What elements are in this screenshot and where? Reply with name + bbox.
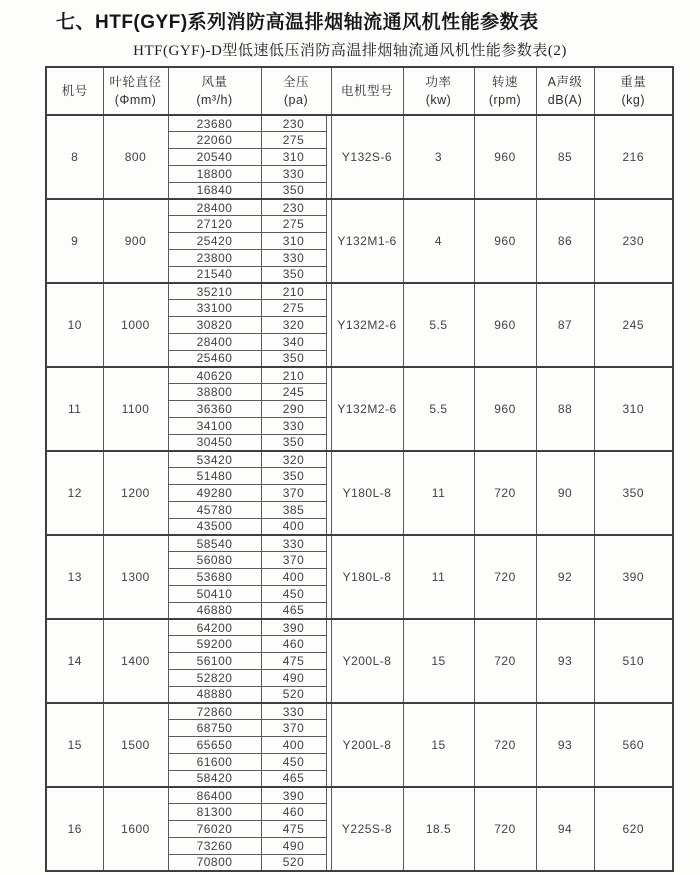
weight-cell: 350 (594, 451, 673, 535)
noise-level-cell: 86 (536, 199, 594, 283)
flow-cell: 51480 (168, 468, 261, 485)
motor-model-cell: Y132M2-6 (331, 283, 403, 367)
motor-model-cell: Y132M2-6 (331, 367, 403, 451)
col-header-unit: (Φmm) (114, 93, 157, 107)
pressure-cell: 330 (261, 417, 326, 434)
flow-cell: 58420 (168, 770, 261, 787)
pressure-cell: 340 (261, 333, 326, 350)
flow-cell: 81300 (168, 804, 261, 821)
machine-no-cell: 15 (46, 703, 103, 787)
pressure-cell: 350 (261, 266, 326, 283)
motor-model-cell: Y132S-6 (331, 115, 403, 199)
flow-cell: 33100 (168, 300, 261, 317)
flow-cell: 86400 (168, 787, 261, 804)
table-row (46, 787, 673, 804)
power-cell: 15 (403, 703, 474, 787)
col-header-title: 全压 (283, 74, 310, 89)
pressure-cell: 350 (261, 182, 326, 199)
col-header-title: A声级 (547, 74, 583, 89)
motor-model-cell: Y180L-8 (331, 535, 403, 619)
power-cell: 3 (403, 115, 474, 199)
power-cell: 18.5 (403, 787, 474, 871)
page-title: 七、HTF(GYF)系列消防高温排烟轴流通风机性能参数表 (56, 12, 539, 33)
power-cell: 11 (403, 451, 474, 535)
motor-model-cell: Y200L-8 (331, 703, 403, 787)
col-header-3 (261, 67, 331, 115)
diameter-cell: 1200 (103, 451, 168, 535)
noise-level-cell: 93 (536, 703, 594, 787)
pressure-cell: 350 (261, 434, 326, 451)
flow-cell: 50410 (168, 585, 261, 602)
fan-spec-table (45, 66, 674, 872)
pressure-cell: 350 (261, 350, 326, 367)
motor-model-cell: Y180L-8 (331, 451, 403, 535)
pressure-cell: 490 (261, 837, 326, 854)
diameter-cell: 1500 (103, 703, 168, 787)
pressure-cell: 320 (261, 317, 326, 334)
noise-level-cell: 88 (536, 367, 594, 451)
machine-no-cell: 14 (46, 619, 103, 703)
pressure-cell: 450 (261, 753, 326, 770)
flow-cell: 49280 (168, 485, 261, 502)
pressure-cell: 210 (261, 367, 326, 384)
machine-no-cell: 13 (46, 535, 103, 619)
flow-cell: 23680 (168, 115, 261, 132)
diameter-cell: 1000 (103, 283, 168, 367)
pressure-cell: 465 (261, 602, 326, 619)
pressure-cell: 245 (261, 384, 326, 401)
machine-no-cell: 16 (46, 787, 103, 871)
speed-cell: 720 (474, 787, 536, 871)
flow-cell: 68750 (168, 720, 261, 737)
flow-cell: 23800 (168, 249, 261, 266)
flow-cell: 61600 (168, 753, 261, 770)
table-row (46, 367, 673, 384)
machine-no-cell: 9 (46, 199, 103, 283)
pressure-cell: 385 (261, 501, 326, 518)
pressure-cell: 370 (261, 720, 326, 737)
col-header-title: 转速 (492, 74, 519, 89)
col-header-2 (168, 67, 261, 115)
col-header-title: 电机型号 (341, 83, 394, 98)
col-header-1 (103, 67, 168, 115)
pressure-cell: 330 (261, 703, 326, 720)
pressure-cell: 330 (261, 535, 326, 552)
flow-cell: 30450 (168, 434, 261, 451)
col-header-title: 叶轮直径 (109, 74, 162, 89)
speed-cell: 960 (474, 115, 536, 199)
pressure-cell: 310 (261, 233, 326, 250)
flow-cell: 25420 (168, 233, 261, 250)
flow-cell: 45780 (168, 501, 261, 518)
pressure-cell: 520 (261, 686, 326, 703)
table-row (46, 199, 673, 216)
noise-level-cell: 90 (536, 451, 594, 535)
pressure-cell: 460 (261, 636, 326, 653)
speed-cell: 720 (474, 451, 536, 535)
table-header (46, 67, 673, 115)
pressure-cell: 390 (261, 787, 326, 804)
col-header-6 (474, 67, 536, 115)
table-row (46, 115, 673, 132)
speed-cell: 720 (474, 535, 536, 619)
power-cell: 11 (403, 535, 474, 619)
machine-no-cell: 11 (46, 367, 103, 451)
diameter-cell: 900 (103, 199, 168, 283)
noise-level-cell: 94 (536, 787, 594, 871)
col-header-title: 重量 (620, 74, 647, 89)
machine-no-cell: 8 (46, 115, 103, 199)
diameter-cell: 800 (103, 115, 168, 199)
pressure-cell: 330 (261, 165, 326, 182)
flow-cell: 73260 (168, 837, 261, 854)
speed-cell: 960 (474, 199, 536, 283)
flow-cell: 25460 (168, 350, 261, 367)
flow-cell: 36360 (168, 401, 261, 418)
pressure-cell: 400 (261, 569, 326, 586)
flow-cell: 53420 (168, 451, 261, 468)
weight-cell: 245 (594, 283, 673, 367)
pressure-cell: 310 (261, 149, 326, 166)
speed-cell: 720 (474, 619, 536, 703)
pressure-cell: 400 (261, 518, 326, 535)
weight-cell: 216 (594, 115, 673, 199)
flow-cell: 40620 (168, 367, 261, 384)
pressure-cell: 370 (261, 485, 326, 502)
col-header-unit: (kw) (425, 93, 452, 107)
power-cell: 5.5 (403, 283, 474, 367)
noise-level-cell: 85 (536, 115, 594, 199)
col-header-4 (331, 67, 403, 115)
power-cell: 15 (403, 619, 474, 703)
weight-cell: 230 (594, 199, 673, 283)
weight-cell: 310 (594, 367, 673, 451)
col-header-unit: (kg) (621, 93, 646, 107)
diameter-cell: 1600 (103, 787, 168, 871)
flow-cell: 72860 (168, 703, 261, 720)
flow-cell: 27120 (168, 216, 261, 233)
pressure-cell: 275 (261, 300, 326, 317)
speed-cell: 720 (474, 703, 536, 787)
pressure-cell: 400 (261, 736, 326, 753)
col-header-8 (594, 67, 673, 115)
flow-cell: 20540 (168, 149, 261, 166)
diameter-cell: 1100 (103, 367, 168, 451)
flow-cell: 43500 (168, 518, 261, 535)
flow-cell: 56100 (168, 653, 261, 670)
col-header-unit: (m³/h) (196, 93, 233, 107)
flow-cell: 46880 (168, 602, 261, 619)
pressure-cell: 320 (261, 451, 326, 468)
weight-cell: 620 (594, 787, 673, 871)
pressure-cell: 390 (261, 619, 326, 636)
flow-cell: 53680 (168, 569, 261, 586)
flow-cell: 70800 (168, 854, 261, 871)
flow-cell: 22060 (168, 132, 261, 149)
table-row (46, 283, 673, 300)
col-header-title: 风量 (201, 74, 228, 89)
col-header-title: 功率 (425, 74, 452, 89)
pressure-cell: 210 (261, 283, 326, 300)
pressure-cell: 460 (261, 804, 326, 821)
motor-model-cell: Y132M1-6 (331, 199, 403, 283)
col-header-title: 机号 (61, 83, 88, 98)
header-row (46, 67, 673, 115)
flow-cell: 34100 (168, 417, 261, 434)
col-header-7 (536, 67, 594, 115)
noise-level-cell: 87 (536, 283, 594, 367)
noise-level-cell: 92 (536, 535, 594, 619)
diameter-cell: 1300 (103, 535, 168, 619)
flow-cell: 64200 (168, 619, 261, 636)
speed-cell: 960 (474, 283, 536, 367)
motor-model-cell: Y200L-8 (331, 619, 403, 703)
flow-cell: 16840 (168, 182, 261, 199)
flow-cell: 76020 (168, 820, 261, 837)
table-title: HTF(GYF)-D型低速低压消防高温排烟轴流通风机性能参数表(2) (133, 43, 567, 59)
pressure-cell: 230 (261, 115, 326, 132)
pressure-cell: 370 (261, 552, 326, 569)
table-row (46, 703, 673, 720)
table-row (46, 619, 673, 636)
col-header-5 (403, 67, 474, 115)
machine-no-cell: 10 (46, 283, 103, 367)
pressure-cell: 275 (261, 216, 326, 233)
weight-cell: 510 (594, 619, 673, 703)
pressure-cell: 465 (261, 770, 326, 787)
col-header-unit: (pa) (283, 93, 309, 107)
flow-cell: 18800 (168, 165, 261, 182)
flow-cell: 56080 (168, 552, 261, 569)
pressure-cell: 350 (261, 468, 326, 485)
pressure-cell: 290 (261, 401, 326, 418)
pressure-cell: 520 (261, 854, 326, 871)
noise-level-cell: 93 (536, 619, 594, 703)
flow-cell: 30820 (168, 317, 261, 334)
pressure-cell: 450 (261, 585, 326, 602)
table-row (46, 451, 673, 468)
flow-cell: 48880 (168, 686, 261, 703)
pressure-cell: 230 (261, 199, 326, 216)
flow-cell: 21540 (168, 266, 261, 283)
power-cell: 4 (403, 199, 474, 283)
flow-cell: 52820 (168, 669, 261, 686)
col-header-0 (46, 67, 103, 115)
flow-cell: 38800 (168, 384, 261, 401)
flow-cell: 58540 (168, 535, 261, 552)
flow-cell: 65650 (168, 736, 261, 753)
pressure-cell: 475 (261, 820, 326, 837)
flow-cell: 59200 (168, 636, 261, 653)
pressure-cell: 490 (261, 669, 326, 686)
pressure-cell: 275 (261, 132, 326, 149)
diameter-cell: 1400 (103, 619, 168, 703)
flow-cell: 28400 (168, 333, 261, 350)
motor-model-cell: Y225S-8 (331, 787, 403, 871)
spec-table-body (46, 115, 673, 871)
flow-cell: 35210 (168, 283, 261, 300)
machine-no-cell: 12 (46, 451, 103, 535)
weight-cell: 390 (594, 535, 673, 619)
pressure-cell: 330 (261, 249, 326, 266)
flow-cell: 28400 (168, 199, 261, 216)
speed-cell: 960 (474, 367, 536, 451)
col-header-unit: (rpm) (488, 93, 522, 107)
power-cell: 5.5 (403, 367, 474, 451)
col-header-unit: dB(A) (547, 93, 583, 107)
weight-cell: 560 (594, 703, 673, 787)
table-row (46, 535, 673, 552)
pressure-cell: 475 (261, 653, 326, 670)
